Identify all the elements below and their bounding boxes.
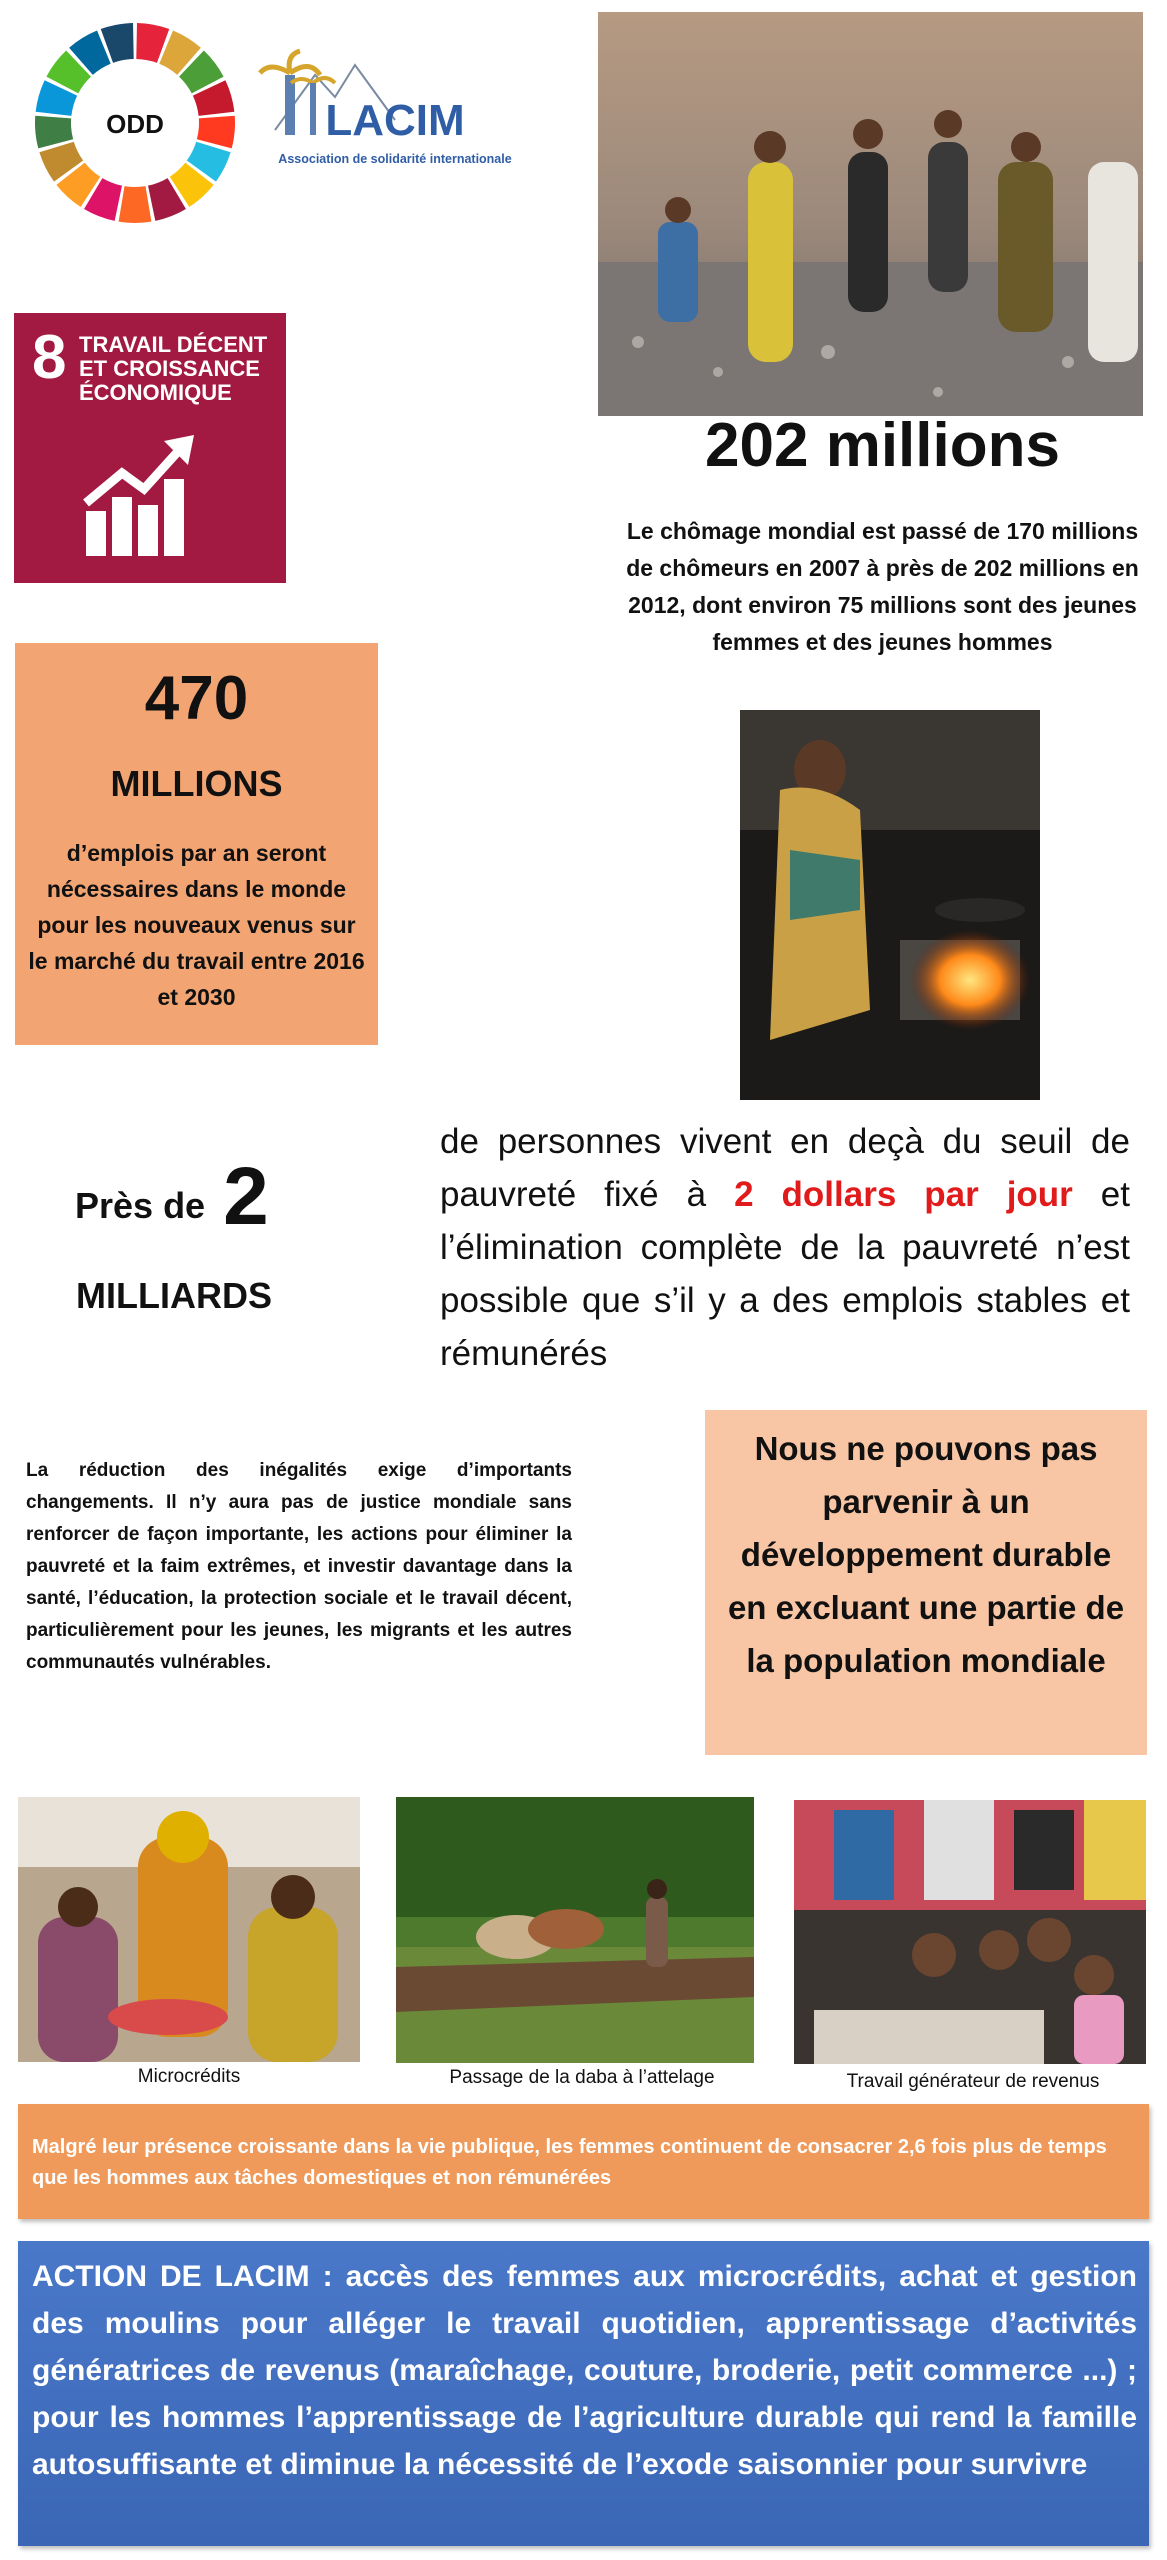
photo-attelage	[396, 1797, 754, 2063]
development-text: Nous ne pouvons pas parvenir à un développement durable en excluant une partie de la population mondiale	[727, 1430, 1125, 1679]
odd-wheel-segment	[119, 186, 152, 223]
action-box	[18, 2241, 1149, 2546]
odd-wheel-segment	[35, 116, 73, 149]
sdg8-title-line1: TRAVAIL DÉCENT	[79, 332, 268, 357]
stat-202-description: Le chômage mondial est passé de 170 millions de chômeurs en 2007 à près de 202 millions en 2012, dont environ 75 millions sont des jeunes femmes et des jeunes hommes	[626, 518, 1139, 655]
caption-attelage: Passage de la daba à l’attelage	[449, 2067, 715, 2088]
poverty-text-before: de personnes vivent en deçà du seuil de pauvreté fixé à	[440, 1122, 1130, 1214]
stat-470-number: 470	[144, 664, 249, 733]
women-banner	[18, 2104, 1149, 2219]
stat-470-unit: MILLIONS	[110, 763, 283, 804]
photo-quarry-workers	[598, 12, 1143, 416]
stat-202-title: 202 millions	[705, 411, 1060, 480]
odd-label: ODD	[106, 109, 164, 139]
caption-revenus: Travail générateur de revenus	[846, 2071, 1100, 2092]
stat-470-description: d’emplois par an seront nécessaires dans le monde pour les nouveaux venus sur le marché du travail entre 2016 et 2030	[28, 840, 365, 1010]
stat-2-prefix-line	[75, 1150, 269, 1244]
sdg8-title-line3: ÉCONOMIQUE	[79, 380, 232, 405]
odd-wheel-segment	[197, 116, 235, 149]
stat-2-unit: MILLIARDS	[76, 1275, 272, 1316]
poverty-highlight: 2 dollars par jour	[734, 1175, 1073, 1214]
stat-470-box	[15, 643, 378, 1045]
photo-woman-cooking	[740, 710, 1040, 1100]
poverty-paragraph	[440, 1115, 1130, 1380]
women-banner-text: Malgré leur présence croissante dans la vie publique, les femmes continuent de consacrer 2,6 fois plus de temps que les hommes aux tâches domestiques et non rémunérées	[32, 2136, 1107, 2189]
sdg8-title-line2: ET CROISSANCE	[79, 356, 260, 381]
caption-microcredits: Microcrédits	[137, 2066, 241, 2087]
lacim-tagline: Association de solidarité internationale	[278, 152, 512, 166]
odd-wheel-logo	[30, 18, 240, 228]
sdg8-number: 8	[32, 323, 67, 392]
photo-microcredits	[18, 1797, 360, 2062]
reduction-paragraph: La réduction des inégalités exige d’importants changements. Il n’y aura pas de justice mondiale sans renforcer de façon importante, les actions pour éliminer la pauvreté et la faim extrêmes, et investir davantage dans la santé, l’éducation, la protection sociale et le travail décent, particulièrement pour les jeunes, les migrants et les autres communautés vulnérables.	[26, 1460, 572, 1673]
lacim-logo	[255, 35, 535, 175]
growth-chart-icon	[82, 431, 202, 556]
stat-2-prefix: Près de	[75, 1185, 206, 1226]
sdg8-tile	[14, 313, 286, 583]
development-box	[705, 1410, 1147, 1755]
action-text: ACTION DE LACIM : accès des femmes aux microcrédits, achat et gestion des moulins pour alléger le travail quotidien, apprentissage d’activités génératrices de revenus (maraîchage, couture, broderie, petit commerce ...) ; pour les hommes l’apprentissage de l’agriculture durable qui rend la famille autosuffisante et diminue la nécessité de l’exode saisonnier pour survivre	[32, 2260, 1137, 2481]
stat-2-number: 2	[223, 1151, 269, 1242]
lacim-name: LACIM	[325, 96, 465, 145]
poverty-text-after: et l’élimination complète de la pauvreté n’est possible que s’il y a des emplois stables et rémunérés	[440, 1175, 1130, 1373]
photo-revenus	[794, 1800, 1146, 2064]
